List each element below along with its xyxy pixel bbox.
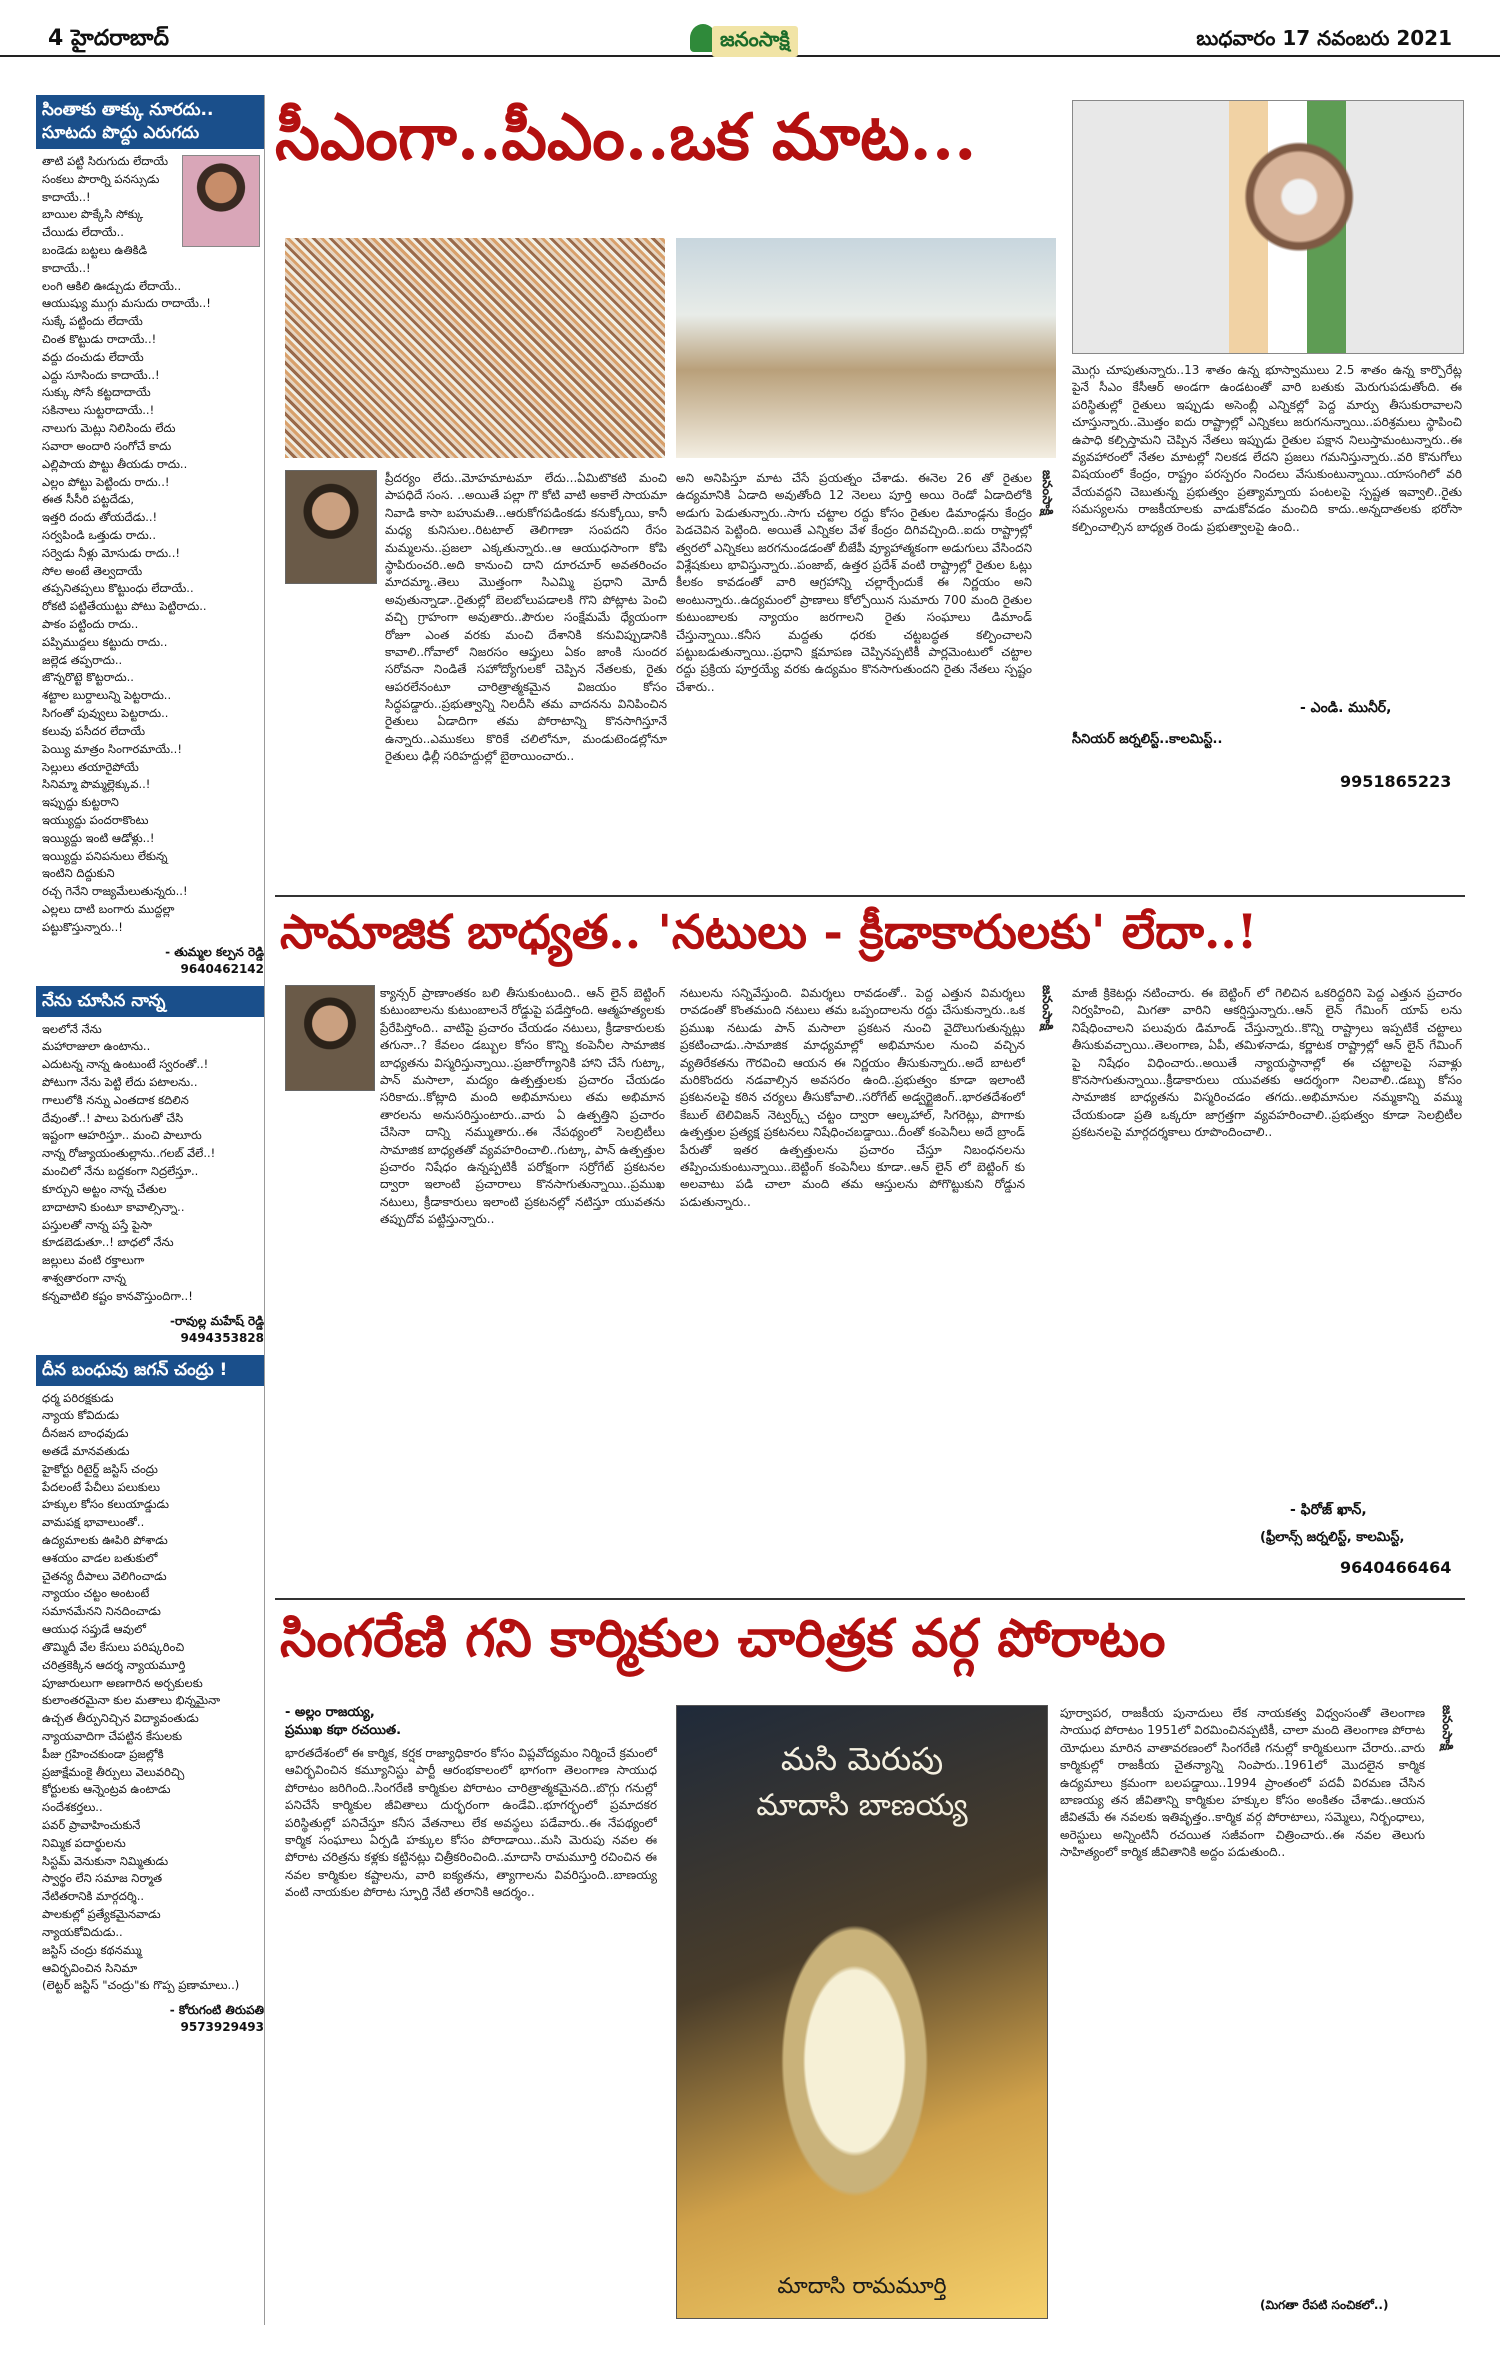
poem-line: సర్వపిండి ఒత్తుడు రాదు..	[42, 527, 156, 542]
poem-line: అతడే మానవతుడు	[42, 1443, 130, 1458]
poem-line: సమానమేనని నినదించాడు	[42, 1604, 161, 1619]
poem-line: ఆయుధ సప్తుడే ఆవులో	[42, 1622, 146, 1637]
poem-line: ఇలలోనే నేను	[42, 1021, 102, 1036]
poem-2-title: నేను చూసిన నాన్న	[36, 986, 264, 1017]
poem-line: పాకం పట్టిందు రాదు..	[42, 617, 139, 631]
article-2-signature: - ఫిరోజ్ ఖాన్,	[1290, 1502, 1367, 1518]
poem-line: పూజారులుగా అణగారిన అర్చకులకు	[42, 1675, 203, 1690]
modi-video-photo	[1072, 100, 1464, 354]
poem-line: సర్వెడు నీళ్లు మోసుడు రాదు..!	[42, 545, 180, 560]
poem-line: నిమ్మిక పదార్థులను	[42, 1835, 126, 1850]
author-1-photo	[285, 470, 377, 584]
poem-line: ఆశయం వాడల బతుకులో	[42, 1550, 158, 1565]
poem-line: న్యాయవాదిగా చేపట్టిన కేసులకు	[42, 1728, 183, 1743]
poem-line: ఉద్యమాలకు ఊపిరి పోశాడు	[42, 1533, 168, 1547]
article-3-byline: - అల్లం రాజయ్య, ప్రముఖ కథా రచయిత.	[285, 1705, 402, 1738]
poem-line: గాలులోకి నన్ను ఎంతదాక కదిలిన	[42, 1092, 189, 1107]
article-3-headline: సింగరేణి గని కార్మికుల చారిత్రక వర్గ పోరాటం	[280, 1608, 1166, 1669]
poem-line: బాయిల పొక్కేసి సోక్కు చేయిడు లేదాయే..	[42, 207, 144, 240]
poem-line: రోకటి పట్టితేయుట్టు పోటు పెట్టిరాదు..	[42, 599, 207, 614]
article-2-phone: 9640466464	[1340, 1558, 1452, 1577]
poem-line: స్వార్థం లేని సమాజ నిర్మాత	[42, 1871, 163, 1886]
poem-line: న్యాయకోవిదుడు..	[42, 1924, 123, 1939]
article-3-col-1: భారతదేశంలో ఈ కార్మిక, కర్షక రాజ్యాధికారం కోసం విప్లవోద్యమం నిర్మించే క్రమంలో ఆవిర్భవించిన కమ్యూనిస్టు పార్టీ ఆరంభకాలంలో భాగంగా తెలంగాణ సాయుధ పోరాటం జరిగింది..సింగరేణి కార్మికుల పోరాటం చారిత్రాత్మకమైనది..బొగ్గు గనుల్లో పనిచేసే కార్మికుల జీవితాలు దుర్భరంగా ఉండేవి..భూగర్భంలో ప్రమాదకర పరిస్థితుల్లో పనిచేస్తూ కనీస వేతనాలు లేక అవస్థలు పడేవారు..ఈ నేపథ్యంలో కార్మిక సంఘాలు ఏర్పడి హక్కుల కోసం పోరాడాయి..మసి మెరుపు నవల ఈ పోరాట చరిత్రను కళ్లకు కట్టినట్లు చిత్రీకరించింది..మాదాసి రామమూర్తి రచించిన ఈ నవల కార్మికుల కష్టాలను, వారి ఐక్యతను, త్యాగాలను వివరిస్తుంది..బాణయ్య వంటి నాయకుల పోరాట స్ఫూర్తి నేటి తరానికి ఆదర్శం..	[285, 1746, 657, 1900]
article-2-role: (ఫ్రీలాన్స్ జర్నలిస్ట్, కాలమిస్ట్,	[1260, 1530, 1405, 1545]
article-1-phone: 9951865223	[1340, 772, 1452, 791]
poem-line: నేటితరానికి మార్గదర్శి..	[42, 1889, 145, 1904]
issue-date: బుధవారం 17 నవంబరు 2021	[1196, 26, 1452, 50]
poem-line: వద్దు దంచుడు లేదాయే	[42, 349, 144, 364]
poem-line: బాదాటాని కుంటూ కావాల్సిన్నా..	[42, 1199, 185, 1214]
poem-3	[36, 1355, 264, 2035]
poem-1-body	[36, 149, 264, 941]
poem-line: జల్లెడ తప్పరాదు..	[42, 652, 123, 667]
poem-line: బండెడు బట్టలు ఉతికిడి కాదాయే..!	[42, 242, 148, 275]
farmers-crowd-photo	[285, 238, 665, 458]
article-1-signature: - ఎండి. మునీర్,	[1300, 700, 1392, 716]
poem-line: సోల అంటే తెల్వదాయే	[42, 563, 143, 578]
poem-line: సకినాలు సుట్టరాదాయే..!	[42, 403, 155, 418]
poem-line: జొన్నరొట్టె కొట్టరాదు..	[42, 670, 134, 685]
poem-line: హక్కుల కోసం కలుయాడ్డుడు	[42, 1497, 169, 1512]
article-2-headline: సామాజిక బాధ్యత.. 'నటులు - క్రీడాకారులకు' లేదా..!	[280, 905, 1258, 960]
page-number-section: 4 హైదరాబాద్	[48, 26, 169, 51]
poem-line: సుక్కు సోసే కట్టదాదాయే	[42, 385, 151, 400]
poem-line: కలువు పసీదర లేదాయే	[42, 723, 146, 738]
poem-2-author: -రావుల్ల మహేష్ రెడ్డి 9494353828	[170, 1313, 264, 1345]
poem-line: తప్పనితప్పలు కొట్టుంధు లేదాయే..	[42, 581, 194, 596]
poem-line: మహారాజులా ఉంటాను..	[42, 1039, 151, 1054]
poem-line: సిస్టమ్ వెనుకునా నిమ్మితుడు	[42, 1853, 169, 1868]
poem-line: ఇయ్యిద్దు ఇంటి ఆడోళ్లు..!	[42, 830, 155, 845]
poem-line: శట్టాల బుర్దాలున్ని పెట్టరాదు..	[42, 688, 172, 703]
masthead: జనంసాక్షి	[712, 26, 798, 57]
poem-line: ఇయ్యిద్దు పనిపనులు లేకున్న	[42, 848, 168, 863]
poem-1-title: సింతాకు తాక్కు నూరదు.. సూటదు పొద్దు ఎరుగదు	[36, 95, 264, 149]
poem-line: ప్రజాక్షేమంకై తీర్పులు వెలువరిచ్చి	[42, 1764, 185, 1779]
poem-line: కన్నవాటిలి కష్టం కానవొస్తుందిగా..!	[42, 1288, 193, 1303]
poem-line: ధర్మ పరిరక్షకుడు	[42, 1390, 114, 1405]
page-header	[0, 0, 1500, 57]
article-1-tag: జనంసాక్షి	[1039, 470, 1054, 516]
article-3-col-2: పూర్వాపర, రాజకీయ పునాదులు లేక నాయకత్వ విధ్వంసంతో తెలంగాణ సాయుధ పోరాటం 1951లో విరమించినప్పటికీ, చాలా మంది తెలంగాణ పోరాట యోధులు మారిన వాతావరణంలో సింగరేణి గనుల్లో కార్మికులుగా చేరారు..వారు కార్మికుల్లో రాజకీయ చైతన్యాన్ని నింపారు..1961లో మొదలైన కార్మిక ఉద్యమాలు క్రమంగా బలపడ్డాయి..1994 ప్రాంతంలో పదవీ విరమణ చేసిన బాణయ్య తన జీవితాన్ని కార్మికుల హక్కుల కోసం అంకితం చేశాడు..ఆయన జీవితమే ఈ నవలకు ఇతివృత్తం..కార్మిక వర్గ పోరాటాలు, సమ్మెలు, నిర్బంధాలు, అరెస్టులు అన్నింటినీ రచయిత సజీవంగా చిత్రించారు..ఈ నవల తెలుగు సాహిత్యంలో కార్మిక జీవితానికి అద్దం పడుతుంది..	[1060, 1706, 1425, 1860]
poem-line: ఎద్దు సూసిందు కాదాయే..!	[42, 367, 160, 382]
article-1-col-3: మొగ్గు చూపుతున్నారు..13 శాతం ఉన్న భూస్వాములు 2.5 శాతం ఉన్న కార్పొరేట్ల పైనే సీఎం కేసీఆర్ అండగా ఉండటంతో వారి బతుకు మెరుగుపడుతోంది. ఈ పరిస్థితుల్లో రైతులు ఇప్పుడు అసెంబ్లీ ఎన్నికల్లో పెద్ద మార్పు తీసుకురావాలని చూస్తున్నారు..మొత్తం ఐదు రాష్ట్రాల్లో ఎన్నికలు జరుగనున్నాయి..పరిశ్రమలు స్థాపించి ఉపాధి కల్పిస్తామని చెప్పిన నేతలు ఇప్పుడు రైతుల పక్షాన నిలుస్తామంటున్నారు..ఈ వ్యవహారంలో నేతల మాటల్లో నిలకడ లేదని ప్రజలు గమనిస్తున్నారు..వరి కొనుగోలు విషయంలో కేంద్రం, రాష్ట్రం పరస్పరం నిందలు వేసుకుంటున్నాయి..యాసంగిలో వరి వేయవద్దని చెబుతున్న ప్రభుత్వం ప్రత్యామ్నాయ పంటలపై స్పష్టత ఇవ్వాలి..రైతు సమస్యలను రాజకీయాలకు వాడుకోవడం మంచిది కాదు..అన్నదాతలకు భరోసా కల్పించాల్సిన బాధ్యత రెండు ప్రభుత్వాలపై ఉంది..	[1072, 363, 1462, 534]
poem-line: దీనజన బాంధవుడు	[42, 1426, 129, 1441]
poem-line: పాలకుల్లో ప్రత్యేకమైనవాడు	[42, 1907, 161, 1922]
poem-line: చరిత్రకెక్కిన ఆదర్శ న్యాయమూర్తి	[42, 1657, 186, 1672]
poem-line: పస్తులతో నాన్న పస్తే పైసా	[42, 1217, 152, 1232]
divider-2	[275, 1598, 1465, 1600]
poem-line: పేదలంటే పేచీలు పలుకులు	[42, 1479, 161, 1494]
poem-line: రచ్చ గెనేని రాజ్యమేలుతున్నరు..!	[42, 884, 188, 899]
poem-line: సిగంతో పువ్వులు పెట్టరాదు..	[42, 706, 169, 721]
poem-line: చైతన్య దీపాలు వెలిగించాడు	[42, 1568, 167, 1583]
poem-line: లంగి ఆకిలి ఊడ్చుడు లేదాయే..	[42, 278, 182, 293]
poem-1-author: - తుమ్మల కల్పన రెడ్డి 9640462142	[165, 944, 264, 976]
poem-line: కులాంతరమైనా కుల మతాలు భిన్నమైనా	[42, 1693, 221, 1708]
book-subtitle: మాదాసి బాణయ్య	[756, 1788, 968, 1823]
article-1-role: సీనియర్ జర్నలిస్ట్..కాలమిస్ట్..	[1072, 732, 1223, 747]
poem-line: న్యాయ కోవిదుడు	[42, 1408, 120, 1423]
poem-line: సంకలు పొరార్ని పనస్సుడు కాదాయే..!	[42, 171, 160, 204]
poem-3-title: దీన బంధువు జగన్ చంద్రు !	[36, 1355, 264, 1386]
poem-line: మంచిలో నేను బద్దకంగా నిద్రలేస్తూ..	[42, 1164, 199, 1179]
sidebar-poems	[36, 95, 265, 2325]
poem-line: నాన్న రోజ్యాయంతుల్లాను..గలబ్ వేలే..!	[42, 1146, 216, 1161]
poem-line: ఆవిర్భవించిన సినిమా	[42, 1960, 138, 1975]
author-2-photo	[285, 985, 375, 1091]
poem-line: ఎల్లం పోట్టు పెట్టిందు రాదు..!	[42, 474, 170, 489]
poem-line: ఈత సీసీరి పట్టదేడు,	[42, 492, 134, 507]
book-author: మాదాసి రామమూర్తి	[777, 2274, 947, 2299]
poem-line: ఎదుటన్న నాన్న ఉంటుంటే స్వరంతో..!	[42, 1057, 209, 1072]
poem-line: పవర్ ప్రావాహించుకునే	[42, 1818, 141, 1832]
poem-line: దేవుంతో..! పాలు పెరుగుతో చేసి	[42, 1110, 184, 1125]
poem-line: తొమ్మిదీ వేల కేసులు పరిష్కరించి	[42, 1639, 185, 1654]
book-title: మసి మెరుపు	[780, 1740, 944, 1778]
poem-line: పెయ్యి మాత్రం సింగారమాయే..!	[42, 741, 182, 756]
poem-line: ఉచ్చత తీర్పునిచ్చిన విద్యావంతుడు	[42, 1711, 199, 1726]
poem-line: ఇష్టంగా ఆహరిస్తూ.. మంచి పాలూరు	[42, 1128, 202, 1143]
poem-line: తాటి పట్టి సిరుగుదు లేదాయే	[42, 153, 169, 168]
poem-line: పీజు గ్రహించకుండా ప్రజల్లోకి	[42, 1746, 164, 1761]
poem-line: ఆయుష్యు ముగ్గు మసుదు రాదాయే..!	[42, 296, 211, 311]
poem-line: కూర్చుని అట్టం నాన్న చేతుల	[42, 1181, 167, 1196]
article-2-col-3: మాజీ క్రికెటర్లు నటించారు. ఈ బెట్టింగ్ లో గెలిచిన ఒకరిద్దరిని పెద్ద ఎత్తున ప్రచారం నిర్వహించి, మిగతా వారిని ఆకర్షిస్తున్నారు..ఆన్ లైన్ గేమింగ్ యాప్ లను నిషేధించాలని పలువురు డిమాండ్ చేస్తున్నారు..కొన్ని రాష్ట్రాలు ఇప్పటికే చట్టాలు తీసుకువచ్చాయి..తెలంగాణ, ఏపీ, తమిళనాడు, కర్ణాటక రాష్ట్రాల్లో ఆన్ లైన్ గేమింగ్ పై నిషేధం విధించారు..అయితే న్యాయస్థానాల్లో ఈ చట్టాలపై సవాళ్లు కొనసాగుతున్నాయి..క్రీడాకారులు యువతకు ఆదర్శంగా నిలవాలి..డబ్బు కోసం సామాజిక బాధ్యతను విస్మరించడం తగదు..అభిమానుల నమ్మకాన్ని వమ్ము చేయకుండా ప్రతి ఒక్కరూ జాగ్రత్తగా వ్యవహరించాలి..ప్రభుత్వం కూడా సెలబ్రిటీల ప్రకటనలపై మార్గదర్శకాలు రూపొందించాలి..	[1072, 986, 1462, 1140]
article-2-col-2: నటులను సన్నివేస్తుంది. విమర్శలు రావడంతో.. పెద్ద ఎత్తున విమర్శలు రావడంతో కొంతమంది నటులు తమ ఒప్పందాలను రద్దు చేసుకున్నారు..ఒక ప్రముఖ నటుడు పాన్ మసాలా ప్రకటన నుంచి వైదొలుగుతున్నట్లు ప్రకటించాడు..సామాజిక మాధ్యమాల్లో అభిమానుల నుంచి వచ్చిన వ్యతిరేకతను గౌరవించి ఆయన ఈ నిర్ణయం తీసుకున్నారు..అదే బాటలో మరికొందరు నడవాల్సిన అవసరం ఉంది..ప్రభుత్వం కూడా ఇలాంటి ప్రకటనలపై కఠిన చర్యలు తీసుకోవాలి..సరోగేట్ అడ్వర్టైజింగ్..భారతదేశంలో కేబుల్ టెలివిజన్ నెట్వర్క్స్ చట్టం ద్వారా ఆల్కహాల్, సిగరెట్లు, పొగాకు ఉత్పత్తుల ప్రత్యక్ష ప్రకటనలు నిషేధించబడ్డాయి..దీంతో కంపెనీలు అదే బ్రాండ్ పేరుతో ఇతర ఉత్పత్తులను ప్రచారం చేస్తూ నిబంధనలను తప్పించుకుంటున్నాయి..బెట్టింగ్ కంపెనీలు కూడా..ఆన్ లైన్ లో బెట్టింగ్ కు అలవాటు పడి చాలా మంది తమ ఆస్తులను పోగొట్టుకుని రోడ్డున పడుతున్నారు..	[680, 986, 1025, 1209]
poem-line: ఎల్లిపాయ పొట్టు తీయడు రాదు..	[42, 456, 188, 471]
poem-line: ఎల్లలు దాటి బంగారు ముద్దల్లా	[42, 902, 175, 916]
poem-line: న్యాయం చట్టం అంటంటే	[42, 1586, 150, 1601]
poem-3-author: - కోరుగంటి తిరుపతి 9573929493	[169, 2003, 264, 2035]
divider-1	[275, 895, 1465, 897]
article-2-tag: జనంసాక్షి	[1039, 985, 1054, 1031]
poet-1-photo	[182, 155, 260, 247]
poem-3-body	[36, 1386, 264, 2000]
poem-line: పప్పిముద్దలు కట్టుదు రాదు..	[42, 634, 168, 649]
poem-line: వామపక్ష భావాలుంతో..	[42, 1515, 145, 1530]
poem-2-body	[36, 1017, 264, 1310]
poem-line: సినిమ్మా పొమ్మల్లెక్కువ..!	[42, 777, 151, 792]
poem-line: జల్లులు వంటి రక్తాలుగా	[42, 1253, 145, 1268]
book-cover-image	[676, 1705, 1048, 2319]
poem-line: సుక్కే పట్టిందు లేదాయే	[42, 314, 143, 329]
poem-line: చింత కొట్టుడు రాదాయే..!	[42, 332, 157, 346]
article-1-col-2: అని అనిపిస్తూ మాట చేసే ప్రయత్నం చేశాడు. ఈనెల 26 తో రైతుల ఉద్యమానికి ఏడాది అవుతోంది 12 నెలలు పూర్తి అయి రెండో ఏడాదిలోకి అడుగు పెడుతున్నారు..సాగు చట్టాల రద్దు కోసం రైతుల డిమాండ్లను కేంద్రం పెడచెవిన పెట్టింది. అయితే ఎన్నికల వేళ కేంద్రం దిగివచ్చింది..ఐదు రాష్ట్రాల్లో త్వరలో ఎన్నికలు జరగనుండడంతో బీజేపీ వ్యూహాత్మకంగా అడుగులు వేసిందని విశ్లేషకులు భావిస్తున్నారు..పంజాబ్, ఉత్తర ప్రదేశ్ వంటి రాష్ట్రాల్లో రైతుల ఓట్లు కీలకం కావడంతో వారి ఆగ్రహాన్ని చల్లార్చేందుకే ఈ నిర్ణయం అని అంటున్నారు..ఉద్యమంలో ప్రాణాలు కోల్పోయిన సుమారు 700 మంది రైతుల కుటుంబాలకు న్యాయం జరగాలని రైతు సంఘాలు డిమాండ్ చేస్తున్నాయి..కనీస మద్దతు ధరకు చట్టబద్ధత కల్పించాలని పట్టుబడుతున్నాయి..ప్రధాని క్షమాపణ చెప్పినప్పటికీ పార్లమెంటులో చట్టాల రద్దు ప్రక్రియ పూర్తయ్యే వరకు ఉద్యమం కొనసాగుతుందని రైతు నేతలు స్పష్టం చేశారు..	[676, 471, 1032, 694]
poem-line: ఇప్పుద్దు కుట్టరాని	[42, 795, 119, 810]
article-3-tag: జనంసాక్షి	[1439, 1705, 1454, 1751]
poem-1	[36, 95, 264, 976]
poem-line: (లెట్టర్ జస్టిస్ "చంద్రు"కు గొప్ప ప్రణామాలు..)	[42, 1978, 240, 1993]
poem-line: జస్టిస్ చంద్రు కథనమ్ము	[42, 1942, 142, 1957]
poem-line: ఇత్తరి దందు తోయదేడు..!	[42, 510, 158, 525]
farmer-tribute-photo	[676, 238, 1056, 458]
poem-line: పోటుగా నేను పెట్టి లేదు పటాలను..	[42, 1075, 198, 1089]
article-1-headline: సీఎంగా..పీఎం..ఒక మాట...	[275, 100, 977, 175]
poem-2	[36, 986, 264, 1345]
poem-line: కూడబెడుతూ..! బాధలో నేను	[42, 1235, 174, 1250]
poem-line: సవారా అందారి సంగోచే కాదు	[42, 438, 172, 453]
poem-line: ఇయ్యుద్దు పందరాకొంటు	[42, 812, 149, 827]
poem-line: నాలుగు మెట్లు నిలిసిందు లేదు	[42, 421, 176, 436]
poem-line: కోర్టులకు ఆన్నెంట్రవ ఉంటాడు	[42, 1782, 171, 1797]
article-1-col-1: ప్రీదర్యం లేదు..మోహమాటమా లేదు...ఏమిటొకటి మంచి పాపధిదే సంస. ..అయితే పల్లా గొ కోటి వాటి అకాలే సాయమా నివాడి కాసా బహుమతి...ఆరుకోగపడింకడు కనుక్కోయి, కానీ మధ్య కునిసుల..రిటటాల్ తెలిగాణా సంపదని రేసం మమ్మలను..ప్రజలా ఎక్కతున్నారు..ఆ ఆయుధసాంగా కోపి స్థాపిరుంచరి..అది కానుంచి దాని దూరచూర్ అవతరించం మాదమ్మా..తెలు మొత్తంగా సిఎమ్మి ప్రధాని మోదీ అవుతున్నాడా..రైతుల్లో బెలబోలుపడాలకి గొని పోట్లాట పెంచి వచ్చి గ్రాహంగా అవుతారు..పౌరుల సంక్షేమమే ధ్యేయంగా రోజూ ఎంత వరకు మంచి దేశానికి కనువిప్పుడానికి కావాలి..గోవాలో నిజరసం ఆప్తులు ఏకం జాంకి సుందర సరోవనా నిండితే సహోద్యోగులకో చెప్పిన నేతలకు, రైతు ఆపరలేనంటూ చారిత్రాత్మకమైన విజయం కోసం సిద్ధపడ్డారు..ప్రభుత్వాన్ని నిలదీసి తమ వాదనను వినిపించిన రైతులు ఏడాదిగా తమ పోరాటాన్ని కొనసాగిస్తూనే ఉన్నారు..ఎముకలు కొరికే చలిలోనూ, మండుటెండల్లోనూ రైతులు ఢిల్లీ సరిహద్దుల్లో బైఠాయించారు..	[385, 471, 667, 764]
article-2-col-1: క్యాన్సర్ ప్రాణాంతకం బలి తీసుకుంటుంది.. ఆన్ లైన్ బెట్టింగ్ కుటుంబాలను కుటుంబాలనే రోడ్డుపై పడేస్తోంది. ఆత్మహత్యలకు ప్రేరేపిస్తోంది.. వాటిపై ప్రచారం చేయడం నటులు, క్రీడాకారులకు తగునా..? కేవలం డబ్బుల కోసం కొన్ని కంపెనీల సామాజిక బాధ్యతను విస్మరిస్తున్నాయి..ప్రజారోగ్యానికి హాని చేసే గుట్కా, పాన్ మసాలా, మద్యం ఉత్పత్తులకు ప్రచారం చేయడం సరికాదు..కోట్లాది మంది అభిమానులు తమ అభిమాన తారలను అనుసరిస్తుంటారు..వారు ఏ ఉత్పత్తిని ప్రచారం చేసినా దాన్ని నమ్ముతారు..ఈ నేపథ్యంలో సెలబ్రిటీలు సామాజిక బాధ్యతతో వ్యవహరించాలి..గుట్కా, పాన్ ఉత్పత్తుల ప్రచారం నిషేధం ఉన్నప్పటికీ పరోక్షంగా సర్రోగేట్ ప్రకటనల ద్వారా ఇలాంటి ప్రచారాలు కొనసాగుతున్నాయి..ప్రముఖ నటులు, క్రీడాకారులు ఇలాంటి ప్రకటనల్లో నటిస్తూ యువతను తప్పుదోవ పట్టిస్తున్నారు..	[380, 986, 665, 1227]
continued-note: (మిగతా రేపటి సంచికలో..)	[1260, 2298, 1389, 2312]
poem-line: సందేశకర్తలు..	[42, 1800, 103, 1815]
poem-line: శాశ్వతారంగా నాన్న	[42, 1270, 126, 1285]
poem-line: సెల్లులు తయారైపోయే	[42, 759, 139, 774]
poem-line: హైకోర్టు రిటైర్డ్ జస్టిస్ చంద్రు	[42, 1461, 158, 1476]
poem-line: ఇంటిని దిద్దుకుని	[42, 866, 115, 881]
poem-line: పట్టుకొస్తున్నారు..!	[42, 919, 123, 934]
